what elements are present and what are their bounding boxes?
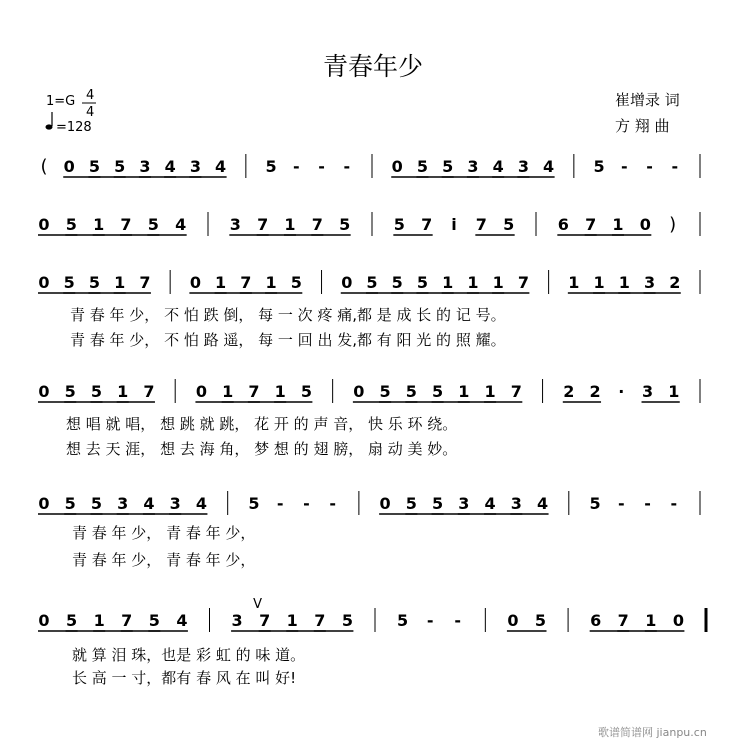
note: 0 [38, 215, 50, 234]
note: 0 [391, 157, 403, 176]
hold-dash: - [454, 611, 462, 630]
note: 1 [93, 215, 105, 234]
hold-dash: - [292, 157, 300, 176]
note: 6 [557, 215, 569, 234]
note: 4 [175, 215, 187, 234]
note: 7 [585, 215, 597, 234]
note: 3 [517, 157, 529, 176]
quarter-note-icon [46, 112, 53, 130]
notation-row-2 [38, 212, 700, 236]
note: 7 [421, 215, 433, 234]
note: 5 [339, 215, 351, 234]
note: 4 [215, 157, 227, 176]
lyric-line: 想 唱 就 唱， 想 跳 就 跳， 花 开 的 声 音， 快 乐 环 绕。 [66, 415, 458, 433]
note: 7 [517, 273, 529, 292]
note: 2 [563, 382, 575, 401]
note: 1 [286, 611, 298, 630]
note: 4 [143, 494, 155, 513]
note: 5 [534, 611, 547, 630]
note: 5 [416, 157, 429, 176]
note: 1 [618, 273, 630, 292]
note: 1 [265, 273, 277, 292]
note: 5 [366, 273, 378, 292]
note: 7 [259, 611, 271, 630]
note: 1 [612, 215, 624, 234]
note: 5 [393, 215, 405, 234]
notation-row-1 [40, 154, 700, 178]
note: 0 [189, 273, 201, 292]
note: 5 [593, 157, 605, 176]
time-signature-bottom: 4 [86, 105, 95, 120]
note: 7 [617, 611, 629, 630]
note: 5 [300, 382, 312, 401]
note: 5 [397, 611, 409, 630]
note: 7 [475, 215, 487, 234]
lyricist-credit: 崔增录 词 [615, 91, 680, 109]
note: 3 [467, 157, 479, 176]
time-signature-top: 4 [86, 88, 95, 103]
note: 0 [639, 215, 651, 234]
hold-dash: - [426, 611, 434, 630]
note: 7 [311, 215, 323, 234]
hold-dash: - [617, 494, 625, 513]
key-signature: 1=G [46, 94, 76, 109]
note: 7 [240, 273, 252, 292]
note: 1 [274, 382, 286, 401]
note: 1 [668, 382, 680, 401]
note: 5 [405, 494, 417, 513]
note: 5 [503, 215, 515, 234]
note: 3 [117, 494, 129, 513]
note: 5 [65, 215, 77, 234]
note: 5 [589, 494, 601, 513]
notation-row-5 [38, 491, 700, 515]
note: 1 [484, 382, 496, 401]
note: 5 [341, 611, 353, 630]
note: 5 [64, 494, 76, 513]
note: 3 [139, 157, 151, 176]
note: 5 [64, 382, 76, 401]
note: 1 [568, 273, 580, 292]
note: 4 [536, 494, 549, 513]
note: 5 [88, 273, 101, 292]
note: 7 [248, 382, 260, 401]
note: 3 [229, 215, 241, 234]
note: · [618, 382, 625, 401]
watermark: 歌谱简谱网 jianpu.cn [598, 726, 707, 739]
note: 0 [195, 382, 208, 401]
hold-dash: - [318, 157, 325, 176]
lyric-line: 长 高 一 寸，都有 春 风 在 叫 好! [72, 669, 297, 687]
note: 0 [38, 611, 50, 630]
note: 1 [284, 215, 296, 234]
note: 4 [164, 157, 176, 176]
note: 2 [589, 382, 601, 401]
hold-dash: - [276, 494, 284, 513]
note: 0 [379, 494, 391, 513]
notation-row-4 [38, 379, 700, 403]
breath-mark: V [253, 597, 262, 612]
note: 7 [121, 611, 133, 630]
hold-dash: - [671, 157, 679, 176]
note: 4 [484, 494, 496, 513]
lyric-line: 就 算 泪 珠，也是 彩 虹 的 味 道。 [72, 646, 306, 664]
note: 5 [148, 611, 160, 630]
note: 5 [391, 273, 403, 292]
hold-dash: - [343, 157, 351, 176]
note: 7 [510, 382, 522, 401]
note: i [451, 215, 457, 234]
song-title: 青春年少 [322, 52, 424, 81]
note: 4 [492, 157, 504, 176]
notation-row-6 [38, 597, 706, 632]
note: 7 [257, 215, 269, 234]
note: 0 [38, 382, 50, 401]
note: 7 [139, 273, 151, 292]
note: 4 [543, 157, 555, 176]
note: 4 [195, 494, 208, 513]
note: 5 [432, 494, 444, 513]
lyric-line: 青 春 年 少， 青 春 年 少， [72, 524, 256, 542]
note: 4 [176, 611, 188, 630]
note: 5 [88, 157, 101, 176]
note: 5 [265, 157, 277, 176]
hold-dash: - [303, 494, 310, 513]
note: 5 [432, 382, 444, 401]
hold-dash: - [670, 494, 678, 513]
note: 3 [189, 157, 201, 176]
note: 1 [645, 611, 657, 630]
lyric-line: 青 春 年 少， 不 怕 路 遥， 每 一 回 出 发,都 有 阳 光 的 照 耀。 [70, 331, 506, 349]
note: 3 [169, 494, 181, 513]
note: 2 [669, 273, 681, 292]
note: 5 [90, 494, 103, 513]
note: 1 [458, 382, 470, 401]
lyric-line: 青 春 年 少， 青 春 年 少， [72, 551, 256, 569]
note: 0 [63, 157, 75, 176]
hold-dash: - [329, 494, 336, 513]
note: 5 [147, 215, 159, 234]
repeat-paren: ( [40, 156, 48, 177]
note: 1 [215, 273, 227, 292]
note: 1 [442, 273, 454, 292]
note: 3 [643, 273, 656, 292]
note: 5 [63, 273, 75, 292]
note: 0 [38, 273, 50, 292]
note: 5 [290, 273, 302, 292]
note: 1 [222, 382, 234, 401]
note: 0 [672, 611, 684, 630]
note: 3 [231, 611, 243, 630]
repeat-paren: ) [669, 214, 677, 235]
note: 5 [90, 382, 103, 401]
note: 3 [641, 382, 654, 401]
lyric-line: 青 春 年 少， 不 怕 跌 倒， 每 一 次 疼 痛,都 是 成 长 的 记 号。 [70, 306, 506, 324]
note: 6 [590, 611, 602, 630]
lyric-line: 想 去 天 涯， 想 去 海 角， 梦 想 的 翅 膀， 扇 动 美 妙。 [66, 440, 458, 458]
note: 5 [114, 157, 126, 176]
note: 3 [458, 494, 470, 513]
note: 5 [416, 273, 429, 292]
note: 5 [442, 157, 454, 176]
hold-dash: - [646, 157, 653, 176]
note: 1 [593, 273, 605, 292]
hold-dash: - [620, 157, 628, 176]
note: 0 [341, 273, 353, 292]
hold-dash: - [644, 494, 651, 513]
note: 5 [379, 382, 391, 401]
composer-credit: 方 翔 曲 [615, 117, 670, 135]
tempo-marking: =128 [56, 120, 92, 135]
note: 7 [143, 382, 155, 401]
note: 1 [93, 611, 105, 630]
note: 0 [353, 382, 365, 401]
note: 7 [314, 611, 326, 630]
note: 1 [114, 273, 126, 292]
note: 5 [248, 494, 260, 513]
note: 5 [405, 382, 417, 401]
note: 7 [120, 215, 132, 234]
notation-row-3 [38, 270, 700, 294]
note: 1 [117, 382, 129, 401]
note: 0 [38, 494, 50, 513]
note: 1 [467, 273, 479, 292]
note: 1 [492, 273, 504, 292]
note: 5 [66, 611, 78, 630]
note: 0 [507, 611, 519, 630]
note: 3 [510, 494, 522, 513]
